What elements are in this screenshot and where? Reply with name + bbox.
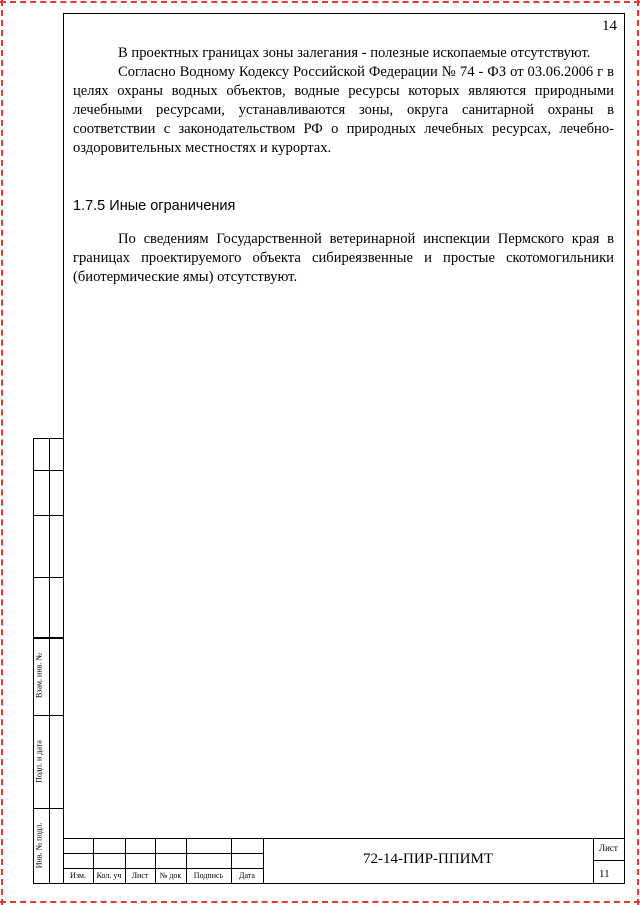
- document-code: 72-14-ПИР-ППИМТ: [363, 851, 493, 867]
- page-border-bottom: [0, 901, 640, 903]
- side-stamp-line: [33, 470, 63, 471]
- page-border-right: [637, 0, 639, 905]
- paragraph-minerals: В проектных границах зоны залегания - полезные ископаемые отсутствуют.: [118, 45, 591, 61]
- top-paragraphs: [73, 44, 614, 158]
- page-border-top: [0, 1, 640, 3]
- page-number: 14: [602, 18, 617, 34]
- side-label-podp-data: Подп. и дата: [34, 740, 44, 783]
- section-heading: 1.7.5 Иные ограничения: [73, 198, 236, 214]
- col-list: Лист: [131, 871, 149, 880]
- side-stamp-upper: [33, 438, 63, 638]
- col-kol-uch: Кол. уч: [96, 871, 122, 880]
- col-podpis: Подпись: [193, 871, 224, 880]
- col-data: Дата: [239, 871, 255, 880]
- page-border-left: [1, 0, 3, 905]
- col-n-dok: № док: [159, 871, 182, 880]
- side-stamp-line: [33, 577, 63, 578]
- title-block: [63, 838, 625, 884]
- sheet-label: Лист: [599, 843, 618, 853]
- col-izm: Изм.: [70, 871, 86, 880]
- sheet-number: 11: [599, 868, 610, 880]
- paragraph-veterinary: По сведениям Государственной ветеринарной инспекции Пермского края в границах проектируемого объекта сибиреязвенные и простые скотомогильники (биотермические ямы) отсутствуют.: [73, 231, 614, 285]
- side-stamp-line: [33, 515, 63, 516]
- section-paragraph-block: [73, 230, 614, 287]
- side-stamp-line: [33, 715, 63, 716]
- side-label-vzam-inv: Взам. инв. №: [34, 652, 44, 699]
- side-label-inv-podl: Инв. № подл.: [34, 822, 44, 869]
- side-stamp-line: [33, 808, 63, 809]
- paragraph-water-code: Согласно Водному Кодексу Российской Федерации № 74 - ФЗ от 03.06.2006 г в целях охраны водных объектов, водные ресурсы которых являются природными лечебными ресурсами, устанавливаются зоны, округа санитарной охраны в соответствии с законодательством РФ о природных лечебных ресурсах, лечебно-оздоровительных местностях и курортах.: [73, 64, 614, 156]
